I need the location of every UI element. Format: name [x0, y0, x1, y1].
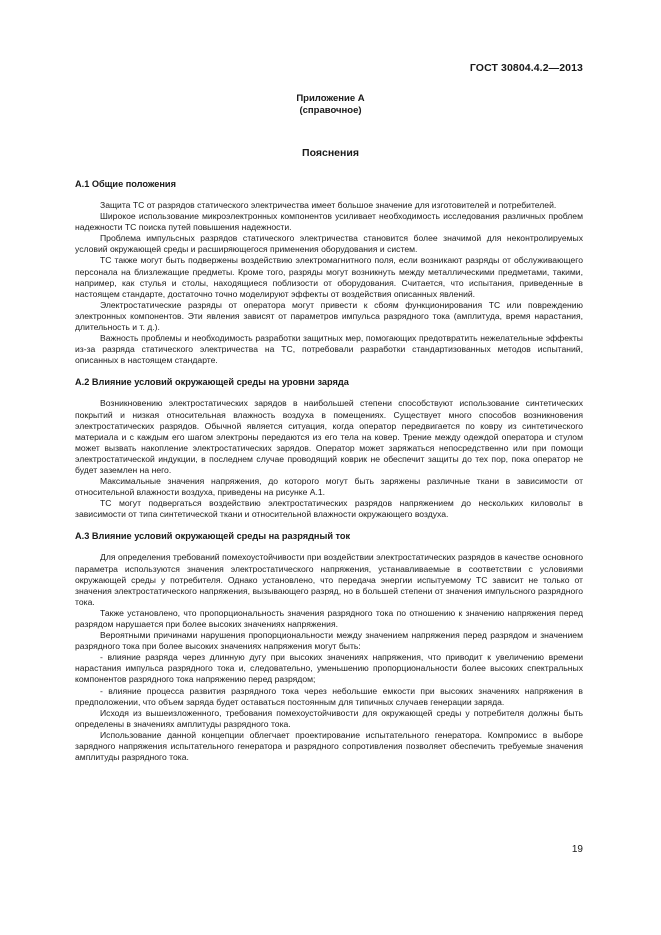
annex-title: Приложение А — [296, 93, 365, 104]
paragraph: Электростатические разряды от оператора могут привести к сбоям функционирования ТС или повреждению электронных компонентов. Эти явления зависят от параметров импульса разрядного тока (амплитуда, время нарастания, длительность и т. д.). — [75, 299, 583, 333]
paragraph: Широкое использование микроэлектронных компонентов усиливает необходимость исследования различных проблем надежности ТС поиска путей повышения надежности. — [75, 211, 583, 233]
paragraph: Проблема импульсных разрядов статического электричества становится более значимой для неконтролируемых условий окружающей среды и расширяющегося применения оборудования и систем. — [75, 233, 583, 255]
paragraph: Исходя из вышеизложенного, требования помехоустойчивости для окружающей среды у потребителя должны быть определены в значениях амплитуды разрядного тока. — [75, 707, 583, 729]
paragraph: Также установлено, что пропорциональность значения разрядного тока по отношению к значению напряжения перед разрядом нарушается при более высоких значениях напряжения. — [75, 607, 583, 629]
annex-subtitle: (справочное) — [299, 105, 362, 116]
paragraph: ТС могут подвергаться воздействию электростатических разрядов напряжением до нескольких киловольт в зависимости от типа синтетической ткани и относительной влажности окружающего воздуха. — [75, 498, 583, 520]
paragraph: Возникновению электростатических зарядов в наибольшей степени способствуют использование синтетических покрытий и низкая относительная влажность воздуха в помещениях. Существует много способов возникновения электростатических разрядов. Обычной является ситуация, когда оператор передвигается по ковру из синтетического материала и с каждым его шагом электроны передаются из его тела на ковер. Трение между одеждой оператора и стулом может вызвать накопление электростатических зарядов. Оператор может заряжаться непосредственно или при помощи электростатической индукции, в последнем случае проводящий коврик не обеспечит защиты до тех пор, пока оператор не будет заземлен на него. — [75, 398, 583, 475]
paragraph: Использование данной концепции облегчает проектирование испытательного генератора. Компромисс в выборе зарядного напряжения испытательного генератора и разрядного сопротивления позволяет обеспечить требуемые значения амплитуды разрядного тока. — [75, 729, 583, 763]
section-heading-a3: А.3 Влияние условий окружающей среды на разрядный ток — [75, 531, 351, 542]
page-number: 19 — [571, 844, 583, 855]
paragraph: Для определения требований помехоустойчивости при воздействии электростатических разрядов в качестве основного параметра используются значения электростатического напряжения, устанавливаемые в соответствии с условиями окружающей среды у потребителя. Однако установлено, что передача энергии испытуемому ТС зависит не только от значения электростатического напряжения, вызывающего разряд, но в большей степени от значения импульсного разрядного тока. — [75, 552, 583, 607]
paragraph: Вероятными причинами нарушения пропорциональности между значением напряжения перед разрядом и значением разрядного тока при более высоких значениях напряжения могут быть: — [75, 630, 583, 652]
paragraph: ТС также могут быть подвержены воздействию электромагнитного поля, если возникают разряды от обслуживающего персонала на близлежащие предметы. Кроме того, разряды могут возникнуть между металлическими предметами, такими, например, как стулья и столы, находящиеся поблизости от оборудования. Считается, что испытания, приведенные в настоящем стандарте, достаточно точно моделируют эффекты от воздействия описанных явлений. — [75, 255, 583, 299]
paragraph: Максимальные значения напряжения, до которого могут быть заряжены различные ткани в зависимости от относительной влажности воздуха, приведены на рисунке А.1. — [75, 476, 583, 498]
paragraph: Важность проблемы и необходимость разработки защитных мер, помогающих предотвратить нежелательные эффекты из-за разряда статического электричества на ТС, потребовали разработки стандартизованных методов испытаний, описанных в настоящем стандарте. — [75, 333, 583, 366]
standard-header: ГОСТ 30804.4.2—2013 — [469, 62, 583, 74]
section-heading-a1: А.1 Общие положения — [75, 179, 176, 189]
list-item: - влияние разряда через длинную дугу при высоких значениях напряжения, что приводит к увеличению времени нарастания импульса разрядного тока и, следовательно, уменьшению пропорциональности более высоких спектральных компонентов разрядного тока напряжению перед разрядом; — [75, 652, 583, 685]
page-title: Пояснения — [302, 147, 359, 159]
list-item: - влияние процесса развития разрядного тока через небольшие емкости при высоких значениях напряжения в предположении, что объем заряда будет оставаться постоянным для типичных случаев генерации заряда. — [75, 685, 583, 707]
section-heading-a2: А.2 Влияние условий окружающей среды на уровни заряда — [75, 377, 349, 388]
paragraph: Защита ТС от разрядов статического электричества имеет большое значение для изготовителей и потребителей. — [100, 200, 557, 210]
document-body — [75, 173, 583, 763]
